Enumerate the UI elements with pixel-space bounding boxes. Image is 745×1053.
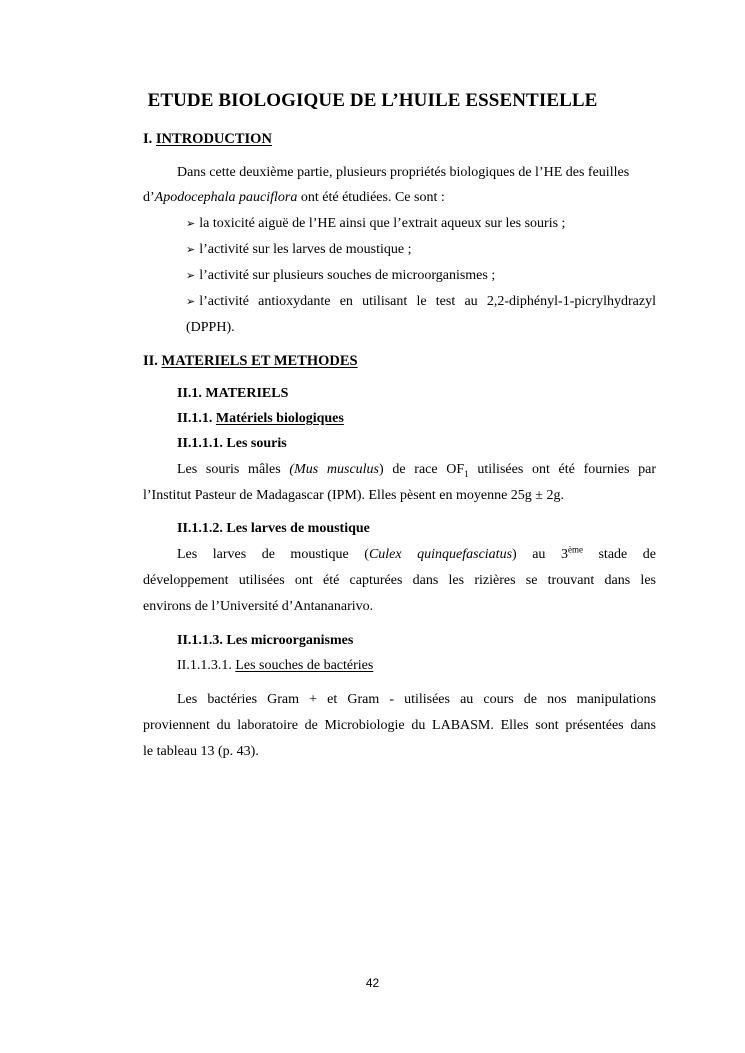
list-item (186, 242, 412, 258)
subsection-heading (177, 411, 344, 427)
intro-text: ont été étudiées. Ce sont : (297, 190, 445, 205)
list-item-text: la toxicité aiguë de l’HE ainsi que l’extrait aqueux sur les souris ; (199, 216, 566, 231)
paragraph-text: Les souris mâles (177, 462, 290, 477)
paragraph-text: ) au 3 (512, 547, 568, 562)
subsection-number: II.1.1. (177, 411, 216, 426)
list-item-text: l’activité antioxydante en utilisant le test au 2,2-diphényl-1-picrylhydrazyl (199, 294, 656, 309)
paragraph-text: utilisées ont été fournies par (468, 462, 657, 477)
superscript: ème (567, 544, 583, 555)
list-item (186, 294, 656, 310)
section-number: II. (143, 353, 158, 369)
paragraph-line: proviennent du laboratoire de Microbiologie du LABASM. Elles sont présentées dans (143, 718, 656, 733)
list-item (186, 268, 495, 284)
paragraph-line: l’Institut Pasteur de Madagascar (IPM). Elles pèsent en moyenne 25g ± 2g. (143, 488, 564, 503)
page-number: 42 (365, 976, 380, 990)
species-name: Culex quinquefasciatus (368, 547, 513, 562)
paragraph-line (177, 544, 656, 563)
intro-line-2 (143, 190, 445, 206)
paragraph-line: le tableau 13 (p. 43). (143, 744, 259, 759)
paragraph-text: Les larves de moustique ( (177, 547, 369, 562)
paragraph-line: environs de l’Université d’Antananarivo. (143, 599, 374, 614)
section-materiels-heading (143, 353, 358, 370)
paragraph-text: ) de race OF (379, 462, 465, 477)
species-name: (Mus musculus (289, 462, 380, 477)
section-introduction-heading (143, 131, 272, 148)
subscript: 1 (464, 468, 469, 479)
intro-line-1: Dans cette deuxième partie, plusieurs propriétés biologiques de l’HE des feuilles (177, 165, 630, 180)
section-title: INTRODUCTION (155, 131, 272, 147)
subsection-label: Matériels biologiques (215, 411, 344, 426)
subsection-heading: II.1.1.2. Les larves de moustique (177, 521, 370, 536)
subsection-heading: II.1.1.3. Les microorganismes (177, 633, 354, 648)
subsection-heading: II.1.1.1. Les souris (177, 436, 287, 451)
subsection-heading (177, 658, 373, 674)
paragraph-line (177, 462, 656, 478)
subsection-number: II.1.1.3.1. (177, 658, 236, 673)
arrow-bullet-icon: ➢ (186, 217, 196, 230)
list-item-text: l’activité sur plusieurs souches de microorganismes ; (199, 268, 496, 283)
section-title: MATERIELS ET METHODES (161, 353, 358, 369)
list-item-text: l’activité sur les larves de moustique ; (199, 242, 412, 257)
intro-text: d’ (143, 190, 155, 205)
paragraph-text: stade de (582, 547, 656, 562)
paragraph-line: Les bactéries Gram + et Gram - utilisées au cours de nos manipulations (177, 692, 656, 707)
list-item (186, 216, 565, 232)
page-title: ETUDE BIOLOGIQUE DE L’HUILE ESSENTIELLE (147, 90, 598, 111)
species-name: Apodocephala pauciflora (154, 190, 298, 205)
section-number: I. (143, 131, 153, 147)
arrow-bullet-icon: ➢ (186, 243, 196, 256)
subsection-label: Les souches de bactéries (235, 658, 374, 673)
paragraph-line: développement utilisées ont été capturées dans les rizières se trouvant dans les (143, 573, 656, 588)
arrow-bullet-icon: ➢ (186, 295, 196, 308)
arrow-bullet-icon: ➢ (186, 269, 196, 282)
list-item-continuation: (DPPH). (186, 320, 235, 335)
subsection-heading: II.1. MATERIELS (177, 386, 289, 401)
